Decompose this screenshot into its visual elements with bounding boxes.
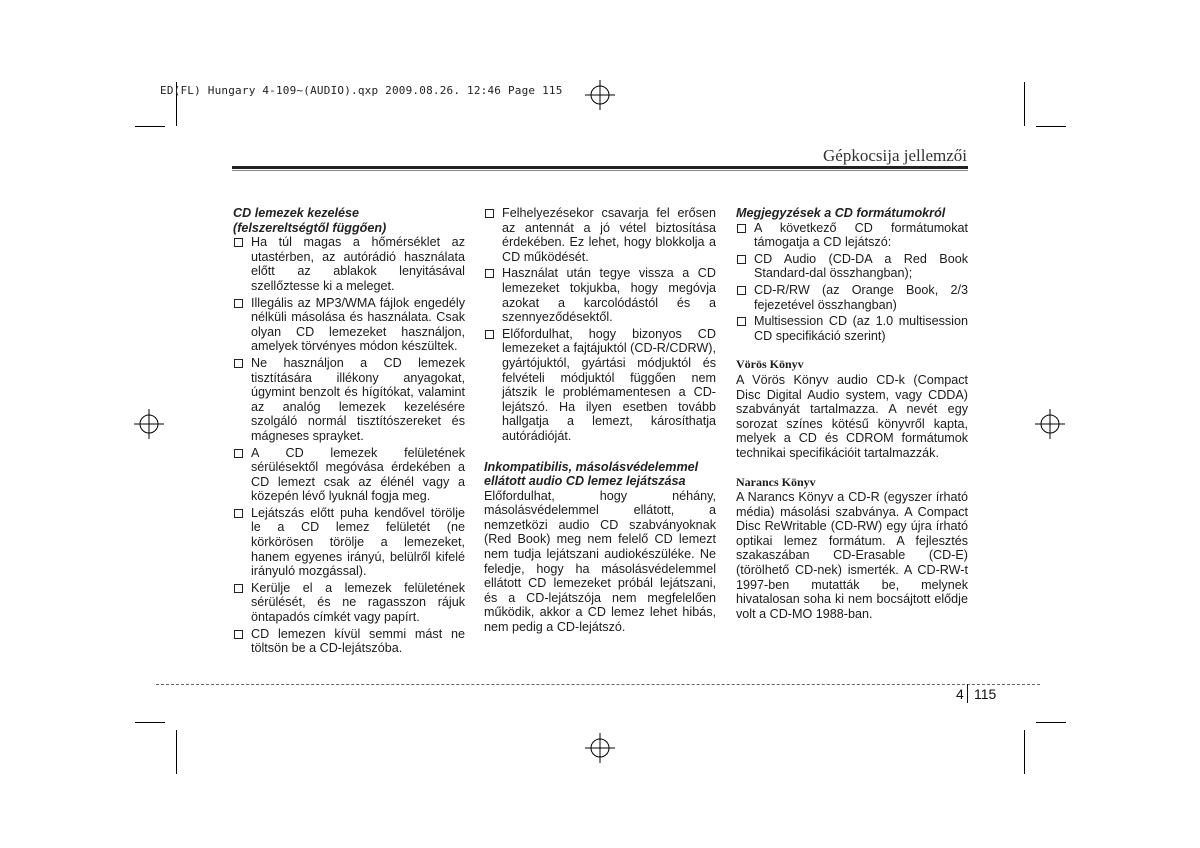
list-item-text: CD Audio (CD-DA a Red Book Standard-dal összhangban);: [754, 251, 968, 281]
header-rule-thin: [232, 170, 968, 171]
spacer: [484, 446, 716, 460]
list-item-text: Ha túl magas a hőmérséklet az utastérben, az autórádió használata előtt az ablakok lenyitásával szellőztesse ki a meleget.: [251, 235, 465, 293]
col1-heading: [233, 206, 465, 235]
list-item: [736, 221, 968, 250]
registration-mark-icon: [585, 80, 615, 110]
list-item-text: Használat után tegye vissza a CD lemezeket tokjukba, hogy megóvja azokat a karcolódástól és a szennyeződésektől.: [502, 266, 716, 325]
list-item-text: A következő CD formátumokat támogatja a CD lejátszó:: [754, 220, 968, 250]
list-item: [484, 206, 716, 264]
narancs-konyv-heading: Narancs Könyv: [736, 474, 816, 489]
list-item: [484, 266, 716, 324]
checkbox-bullet-icon: [485, 269, 494, 278]
registration-mark-icon: [585, 733, 615, 763]
list-item: [736, 283, 968, 312]
vörös-konyv-heading: Vörös Könyv: [736, 357, 804, 372]
list-item: [233, 446, 465, 504]
list-item: [484, 327, 716, 444]
section-title: Gépkocsija jellemzői: [823, 146, 967, 165]
footer-dashed-rule: [156, 684, 1040, 685]
list-item-text: Felhelyezésekor csavarja fel erősen az antennát a jó vétel biztosítása érdekében. Ez lehet, hogy blokkolja a CD működését.: [502, 206, 716, 264]
list-item: [233, 627, 465, 656]
vörös-konyv-text: A Vörös Könyv audio CD-k (Compact Disc Digital Audio system, vagy CDDA) szabványát tartalmazza. A nevét egy sorozat színes kötésű könyvről kapta, melyek a CD és CDROM formátumok technikai specifikációit tartalmazzák.: [736, 372, 968, 460]
list-item: [233, 235, 465, 293]
column-2: [484, 206, 716, 635]
header-rule: [232, 166, 968, 169]
column-1: [233, 206, 465, 658]
list-item: [736, 314, 968, 343]
list-item-text: Ne használjon a CD lemezek tisztítására illékony anyagokat, úgymint benzolt és hígítókat, valamint az analóg lemezek kezelésére szolgáló normál tisztítószereket és mágneses sprayket.: [251, 355, 465, 443]
list-item-text: CD-R/RW (az Orange Book, 2/3 fejezetével összhangban): [754, 282, 968, 312]
checkbox-bullet-icon: [234, 584, 243, 593]
checkbox-bullet-icon: [737, 224, 746, 233]
list-item-text: Lejátszás előtt puha kendővel törölje le a CD lemez felületét (ne körkörösen törölje a lemezeket, hanem egyenes irányú, belülről kifelé irányuló mozgással).: [251, 505, 465, 579]
col1-heading-line2: (felszereltségtől függően): [233, 220, 387, 235]
col2-heading-line2: ellátott audio CD lemez lejátszása: [484, 474, 686, 489]
checkbox-bullet-icon: [234, 509, 243, 518]
list-item: [233, 296, 465, 354]
crop-mark: [176, 730, 177, 774]
col3-heading: Megjegyzések a CD formátumokról: [736, 206, 946, 220]
checkbox-bullet-icon: [234, 238, 243, 247]
checkbox-bullet-icon: [485, 330, 494, 339]
col1-heading-line1: CD lemezek kezelése: [233, 206, 360, 220]
list-item-text: CD lemezen kívül semmi mást ne töltsön be a CD-lejátszóba.: [251, 626, 465, 656]
registration-mark-icon: [134, 409, 164, 439]
crop-mark: [135, 126, 165, 127]
narancs-konyv-text: A Narancs Könyv a CD-R (egyszer írható média) másolási szabványa. A Compact Disc ReWritable (CD-RW) egy újra írható optikai lemez formátum. A fejlesztés szakaszában CD-Erasable (CD-E) (törölhető CD-nek) ismerték. A CD-RW-t 1997-ben mutatták be, melynek hivatalosan soha ki nem bocsájtott elődje volt a CD-MO 1988-ban.: [736, 490, 968, 621]
page-number-separator: [967, 684, 968, 703]
crop-mark: [1024, 82, 1025, 126]
chapter-number: 4: [956, 686, 964, 702]
col2-heading-line1: Inkompatibilis, másolásvédelemmel: [484, 459, 699, 474]
checkbox-bullet-icon: [234, 449, 243, 458]
checkbox-bullet-icon: [737, 286, 746, 295]
list-item-text: Multisession CD (az 1.0 multisession CD specifikáció szerint): [754, 314, 968, 343]
list-item: [736, 252, 968, 281]
list-item: [233, 356, 465, 444]
checkbox-bullet-icon: [485, 209, 494, 218]
list-item: [233, 506, 465, 579]
crop-mark: [1036, 126, 1066, 127]
checkbox-bullet-icon: [234, 299, 243, 308]
crop-mark: [135, 722, 165, 723]
checkbox-bullet-icon: [234, 630, 243, 639]
crop-mark: [1036, 722, 1066, 723]
col2-paragraph: Előfordulhat, hogy néhány, másolásvédelemmel ellátott, a nemzetközi audio CD szabványoknak (Red Book) meg nem felelő CD lemezt nem tudja lejátszani audiokészüléke. Ne feledje, hogy ha másolásvédelemmel ellátott CD lemezeket próbál lejátszani, és a CD-lejátszója nem megfelelően működik, akkor a CD lemez lehet hibás, nem pedig a CD-lejátszó.: [484, 488, 716, 635]
print-slug: ED(FL) Hungary 4-109~(AUDIO).qxp 2009.08.26. 12:46 Page 115: [160, 84, 563, 97]
col2-heading: [484, 460, 716, 489]
column-3: [736, 206, 968, 621]
list-item: [233, 581, 465, 625]
crop-mark: [1024, 730, 1025, 774]
checkbox-bullet-icon: [234, 359, 243, 368]
list-item-text: Illegális az MP3/WMA fájlok engedély nélküli másolása és használata. Csak olyan CD lemezeket használjon, amelyek törvényes módon készültek.: [251, 295, 465, 354]
page-number: 115: [974, 686, 997, 702]
checkbox-bullet-icon: [737, 317, 746, 326]
registration-mark-icon: [1035, 409, 1065, 439]
list-item-text: Előfordulhat, hogy bizonyos CD lemezeket a fajtájuktól (CD-R/CDRW), gyártójuktól, gyártási módjuktól és felvételi módjuktól függően nem játszik le problémamentesen a CD-lejátszó. Ha ilyen esetben tovább hallgatja a lemezt, károsíthatja autórádióját.: [502, 326, 716, 443]
list-item-text: Kerülje el a lemezek felületének sérülését, és ne ragasszon rájuk öntapadós címkét vagy papírt.: [251, 580, 465, 625]
checkbox-bullet-icon: [737, 255, 746, 264]
list-item-text: A CD lemezek felületének sérülésektől megóvása érdekében a CD lemezt csak az élénél vagy a közepén lévő lyuknál fogja meg.: [251, 445, 465, 504]
